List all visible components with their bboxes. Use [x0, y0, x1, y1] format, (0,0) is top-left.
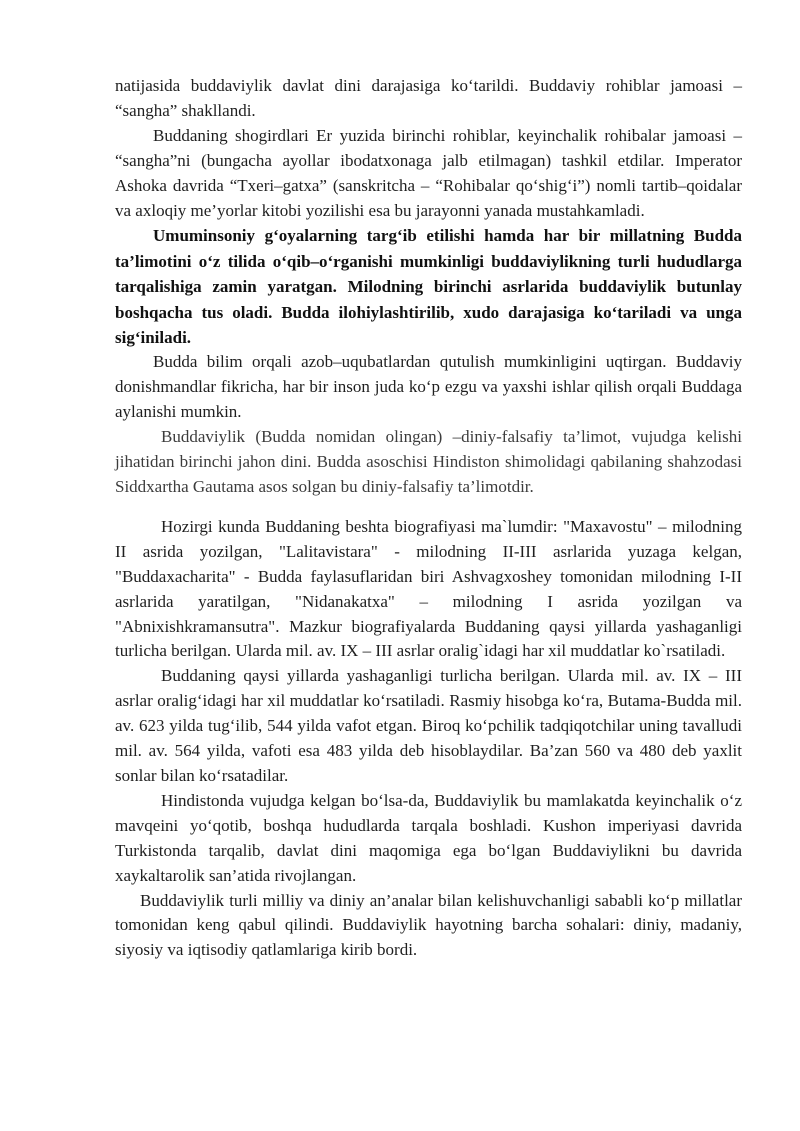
paragraph-4: Budda bilim orqali azob–uqubatlardan qutulish mumkinligini uqtirgan. Buddaviy donishmandlar fikricha, har bir inson juda ko‘p ezgu va yaxshi ishlar qilish orqali Buddaga aylanishi mumkin. [115, 352, 742, 422]
paragraph-7: Buddaning qaysi yillarda yashaganligi turlicha berilgan. Ularda mil. av. IX – III asrlar oralig‘idagi har xil muddatlar ko‘rsatiladi. Rasmiy hisobga ko‘ra, Butama-Budda mil. av. 623 yilda tug‘ilib, 544 yilda vafot etgan. Biroq ko‘pchilik tadqiqotchilar uning tavalludi mil. av. 564 yilda, vafoti esa 483 yilda deb hisoblaydilar. Ba’zan 560 va 480 deb yaxlit sonlar bilan ko‘rsatadilar. [115, 666, 742, 785]
paragraph-2: Buddaning shogirdlari Er yuzida birinchi rohiblar, keyinchalik rohibalar jamoasi – “sangha”ni (bungacha ayollar ibodatxonaga jalb etilmagan) tashkil etdilar. Imperator Ashoka davrida “Txeri–gatxa” (sanskritcha – “Rohibalar qo‘shig‘i”) nomli tartib–qoidalar va axloqiy me’yorlar kitobi yozilishi esa bu jarayonni yanada mustahkamladi. [115, 125, 742, 220]
paragraph-6: Hozirgi kunda Buddaning beshta biografiyasi ma`lumdir: "Maxavostu" – milodning II asrida yozilgan, "Lalitavistara" - milodning II-III asrlarida yuzaga kelgan, "Buddaxacharita" - Budda faylasuflaridan biri Ashvagxoshey tomonidan milodning I-II asrlarida yaratilgan, "Nidanakatxa" – milodning I asrida yozilgan va "Abnixishkramansutra". Mazkur biografiyalarda Buddaning qaysi yillarda yashaganligi turlicha berilgan. Ularda mil. av. IX – III asrlar oralig`idagi har xil muddatlar ko`rsatiladi. [115, 516, 742, 661]
paragraph-9: Buddaviylik turli milliy va diniy an’analar bilan kelishuvchanligi sababli ko‘p millatlar tomonidan keng qabul qilindi. Buddaviylik hayotning barcha sohalari: diniy, madaniy, siyosiy va iqtisodiy qatlamlariga kirib bordi. [115, 890, 742, 960]
paragraph-8: Hindistonda vujudga kelgan bo‘lsa-da, Buddaviylik bu mamlakatda keyinchalik o‘z mavqeini yo‘qotib, boshqa hududlarda tarqala boshladi. Kushon imperiyasi davrida Turkistonda tarqalib, davlat dini maqomiga ega bo‘lgan Buddaviylikni bu davrida xaykaltarolik san’atida rivojlangan. [115, 790, 742, 885]
paragraph-1: natijasida buddaviylik davlat dini darajasiga ko‘tarildi. Buddaviy rohiblar jamoasi – “sangha” shakllandi. [115, 76, 742, 120]
paragraph-3-bold: Umuminsoniy g‘oyalarning targ‘ib etilishi hamda har bir millatning Budda ta’limotini o‘z tilida o‘qib–o‘rganishi mumkinligi buddaviylikning turli hududlarga tarqalishiga zamin yaratgan. Milodning birinchi asrlarida buddaviylik butunlay boshqacha tus oladi. Budda ilohiylashtirilib, xudo darajasiga ko‘tariladi va unga sig‘iniladi. [115, 226, 742, 348]
paragraph-5: Buddaviylik (Budda nomidan olingan) –diniy-falsafiy ta’limot, vujudga kelishi jihatidan birinchi jahon dini. Budda asoschisi Hindiston shimolidagi qabilaning shahzodasi Siddxartha Gautama asos solgan bu diniy-falsafiy ta’limotdir. [115, 427, 742, 496]
